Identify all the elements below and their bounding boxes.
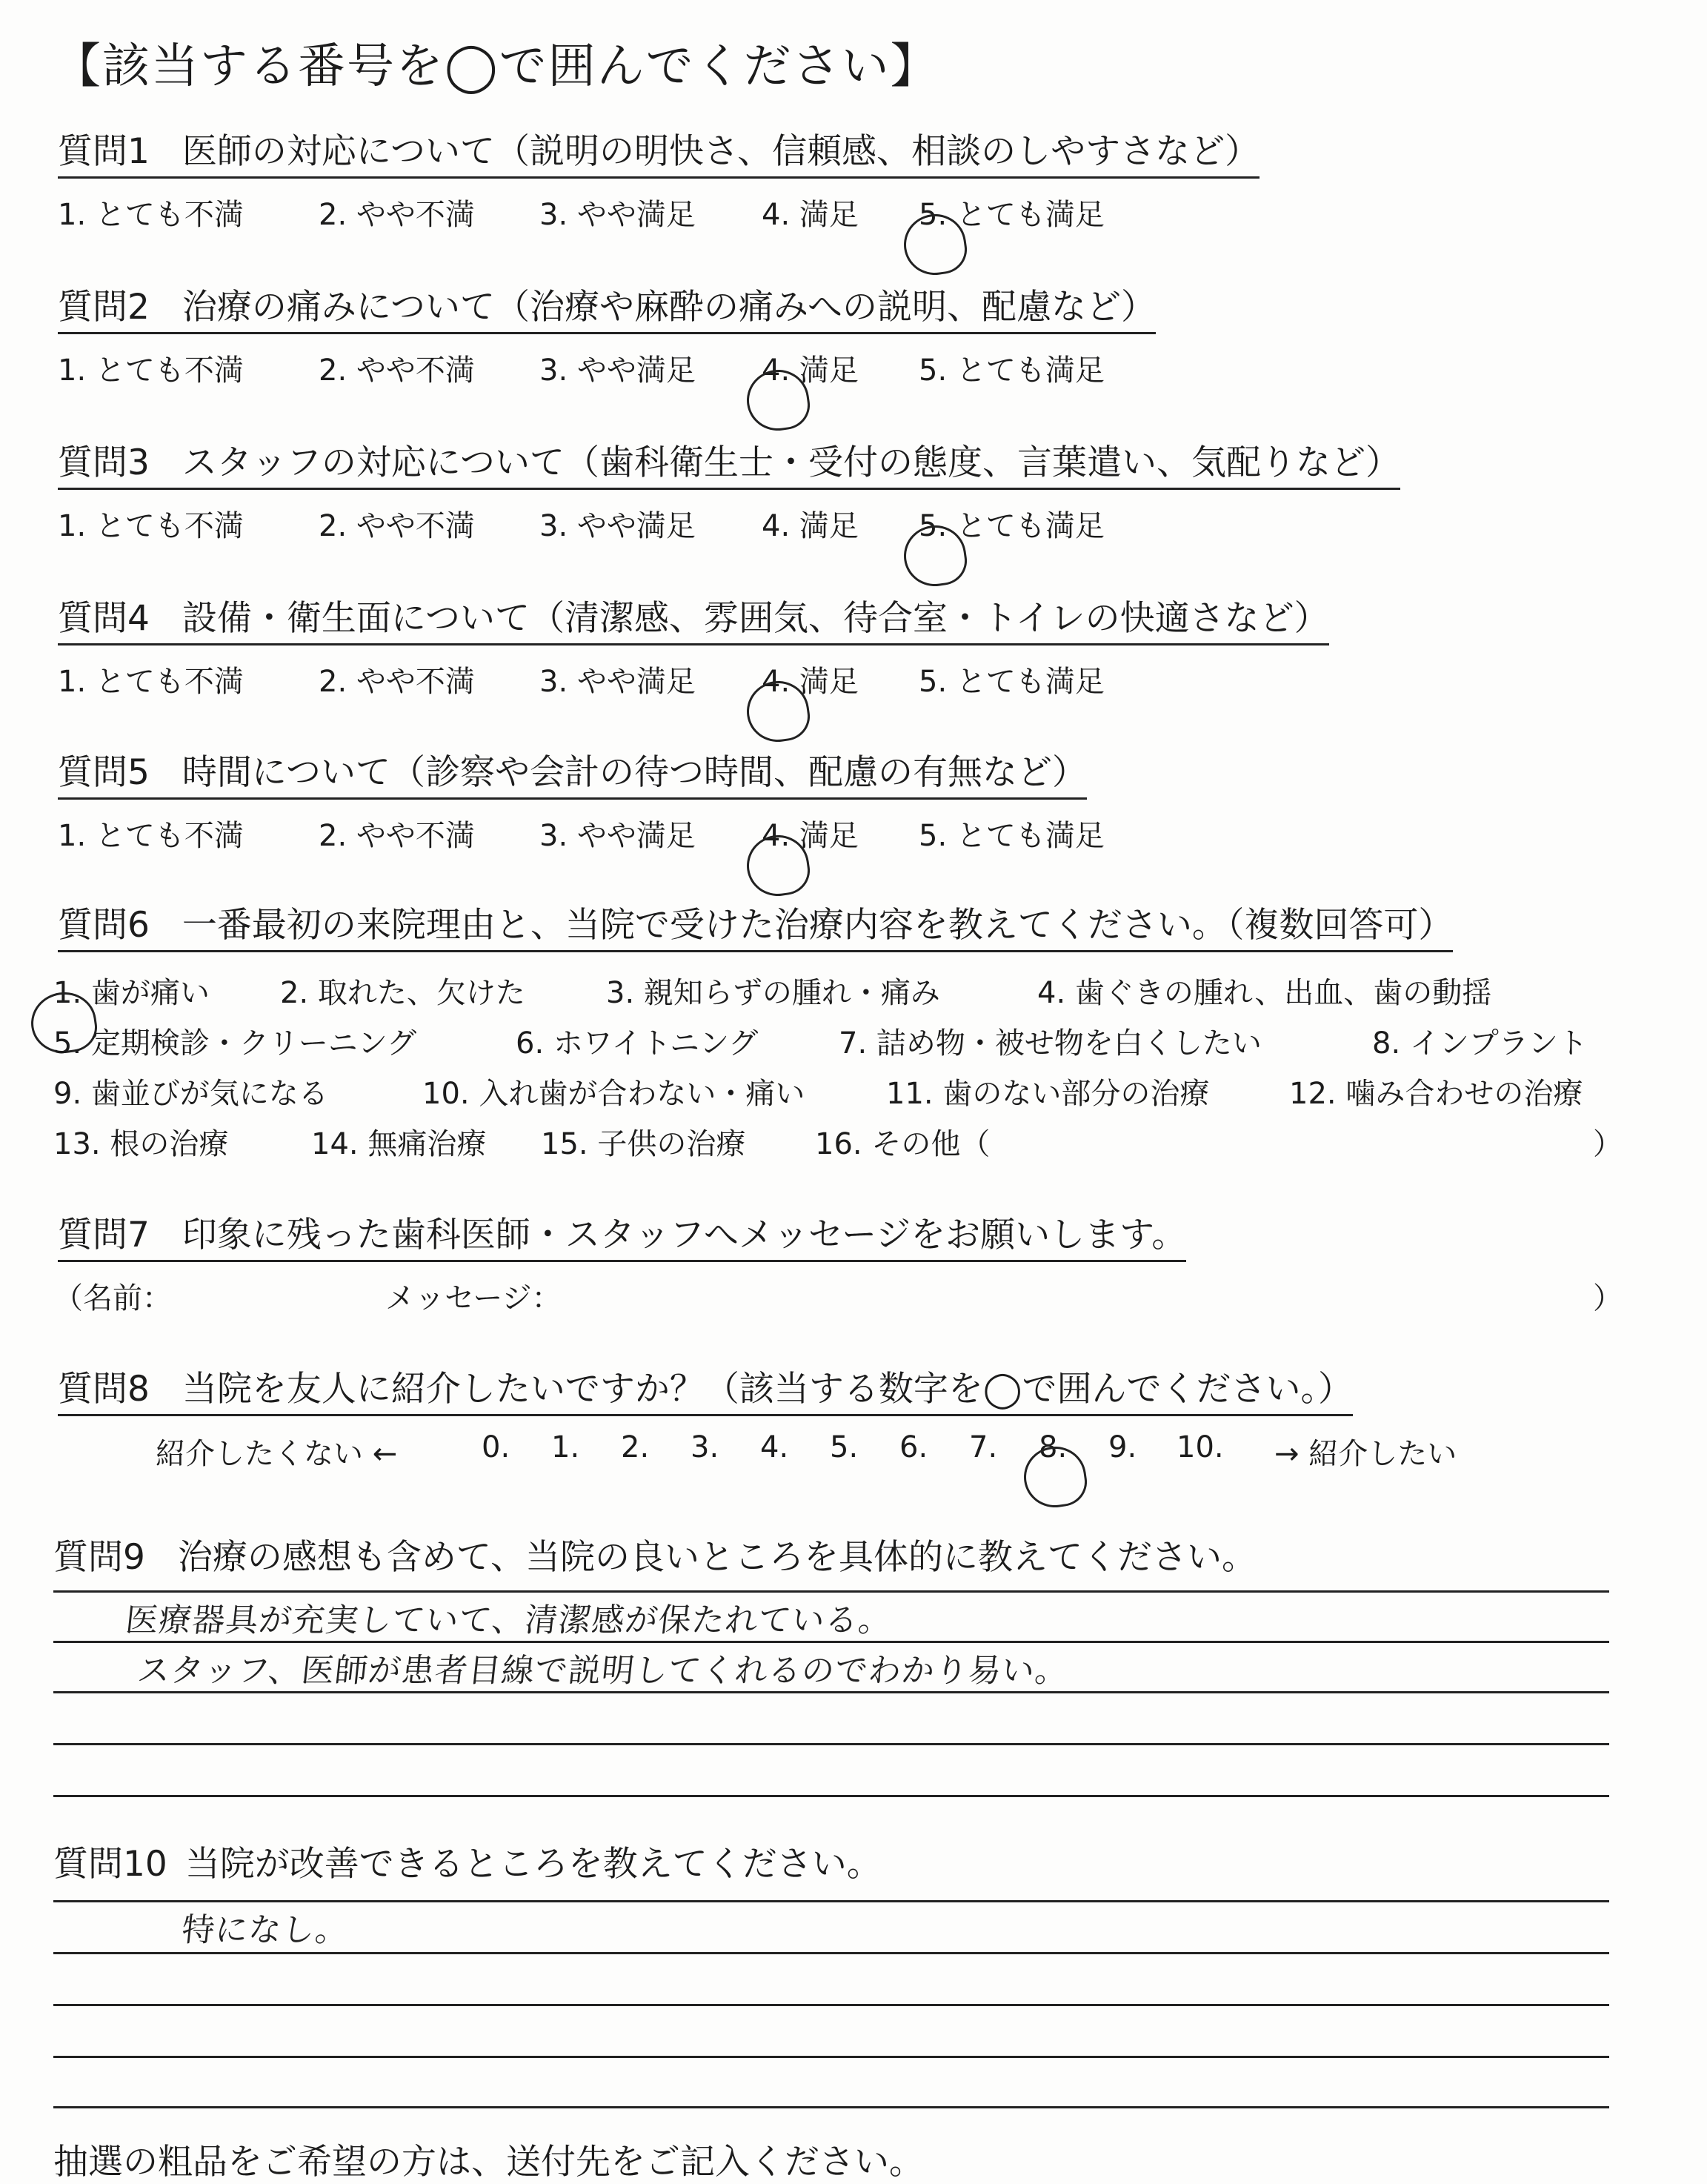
question-9-heading	[53, 1530, 1257, 1579]
q3-option-4[interactable]: 4. 満足	[762, 509, 859, 543]
q3-option-3[interactable]: 3. やや満足	[539, 509, 696, 543]
q3-option-1[interactable]: 1. とても不満	[58, 509, 244, 543]
q8-option-5[interactable]: 5.	[830, 1430, 859, 1464]
question-1-heading	[58, 132, 1260, 179]
question-3-label: 質問3	[58, 442, 150, 483]
q6-option-8[interactable]: 8. インプラント	[1372, 1026, 1588, 1061]
q2-option-2[interactable]: 2. やや不満	[319, 354, 475, 388]
q8-option-7[interactable]: 7.	[969, 1430, 998, 1464]
q10-answer-line	[53, 1900, 1609, 1902]
q8-option-0[interactable]: 0.	[482, 1430, 510, 1464]
q8-right-label: → 紹介したい	[1274, 1437, 1457, 1471]
q8-option-6[interactable]: 6.	[899, 1430, 928, 1464]
q10-answer-line	[53, 1952, 1609, 1954]
q8-option-8[interactable]: 8.	[1039, 1430, 1067, 1464]
q8-option-3[interactable]: 3.	[691, 1430, 719, 1464]
q5-option-2[interactable]: 2. やや不満	[319, 819, 475, 853]
question-6-heading	[58, 906, 1453, 952]
q1-option-1[interactable]: 1. とても不満	[58, 198, 244, 232]
question-9-text: 治療の感想も含めて、当院の良いところを具体的に教えてください。	[177, 1537, 1257, 1578]
question-10-label: 質問10	[53, 1844, 167, 1885]
question-9-label: 質問9	[53, 1537, 145, 1578]
q6-option-13[interactable]: 13. 根の治療	[53, 1127, 229, 1161]
question-5-heading	[58, 753, 1087, 800]
q6-other-close-paren: ）	[1593, 1127, 1623, 1161]
q8-option-2[interactable]: 2.	[621, 1430, 650, 1464]
page-title: 【該当する番号を◯で囲んでください】	[53, 39, 939, 94]
q6-option-5[interactable]: 5. 定期検診・クリーニング	[53, 1026, 417, 1061]
q9-answer-line	[53, 1590, 1609, 1593]
question-2-heading	[58, 288, 1156, 334]
q8-option-4[interactable]: 4.	[760, 1430, 789, 1464]
q4-option-3[interactable]: 3. やや満足	[539, 665, 696, 699]
question-3-heading	[58, 443, 1400, 490]
q2-option-1[interactable]: 1. とても不満	[58, 354, 244, 388]
question-7-heading	[58, 1215, 1186, 1262]
q4-option-2[interactable]: 2. やや不満	[319, 665, 475, 699]
q6-option-4[interactable]: 4. 歯ぐきの腫れ、出血、歯の動揺	[1037, 976, 1492, 1010]
q4-option-4[interactable]: 4. 満足	[762, 658, 859, 700]
q7-name-label: （名前：	[53, 1281, 172, 1315]
q1-option-4[interactable]: 4. 満足	[762, 198, 859, 232]
question-10-text: 当院が改善できるところを教えてください。	[184, 1844, 882, 1885]
q7-close-paren: ）	[1593, 1281, 1623, 1315]
q10-answer-line	[53, 2106, 1609, 2108]
q1-option-3[interactable]: 3. やや満足	[539, 198, 696, 232]
q1-option-5[interactable]: 5. とても満足	[919, 191, 1105, 233]
question-1-label: 質問1	[58, 131, 150, 172]
question-8-text: 当院を友人に紹介したいですか？（該当する数字を◯で囲んでください。）	[182, 1369, 1354, 1410]
q4-option-1[interactable]: 1. とても不満	[58, 665, 244, 699]
question-1-text: 医師の対応について（説明の明快さ、信頼感、相談のしやすさなど）	[182, 131, 1260, 172]
q6-option-12[interactable]: 12. 噛み合わせの治療	[1289, 1077, 1583, 1111]
q2-option-3[interactable]: 3. やや満足	[539, 354, 696, 388]
q6-option-2[interactable]: 2. 取れた、欠けた	[280, 976, 525, 1010]
question-5-text: 時間について（診察や会計の待つ時間、配慮の有無など）	[182, 752, 1087, 793]
q8-left-label: 紹介したくない ←	[156, 1437, 398, 1471]
question-8-heading	[58, 1370, 1353, 1416]
q2-option-5[interactable]: 5. とても満足	[919, 354, 1105, 388]
question-8-label: 質問8	[58, 1369, 150, 1410]
question-4-heading	[58, 599, 1329, 645]
q6-option-1[interactable]: 1. 歯が痛い	[53, 969, 210, 1012]
q2-option-4[interactable]: 4. 満足	[762, 347, 859, 389]
q7-message-label: メッセージ：	[385, 1281, 562, 1315]
question-2-label: 質問2	[58, 287, 150, 328]
q5-option-4[interactable]: 4. 満足	[762, 812, 859, 854]
q10-answer-line	[53, 2056, 1609, 2058]
q10-answer-line	[53, 2004, 1609, 2006]
q6-option-9[interactable]: 9. 歯並びが気になる	[53, 1077, 328, 1111]
question-7-text: 印象に残った歯科医師・スタッフへメッセージをお願いします。	[182, 1215, 1187, 1255]
question-4-label: 質問4	[58, 598, 150, 639]
q6-option-16[interactable]: 16. その他（	[815, 1127, 991, 1161]
q4-option-5[interactable]: 5. とても満足	[919, 665, 1105, 699]
question-2-text: 治療の痛みについて（治療や麻酔の痛みへの説明、配慮など）	[182, 287, 1157, 328]
question-7-label: 質問7	[58, 1215, 150, 1255]
q6-option-3[interactable]: 3. 親知らずの腫れ・痛み	[606, 976, 940, 1010]
question-5-label: 質問5	[58, 752, 150, 793]
q1-option-2[interactable]: 2. やや不満	[319, 198, 475, 232]
q10-handwritten-answer[interactable]: 特になし。	[179, 1911, 351, 1949]
question-10-heading	[53, 1836, 882, 1886]
q3-option-2[interactable]: 2. やや不満	[319, 509, 475, 543]
q9-handwritten-answer-1[interactable]: 医療器具が充実していて、清潔感が保たれている。	[123, 1602, 894, 1639]
q3-option-5[interactable]: 5. とても満足	[919, 502, 1105, 545]
q9-handwritten-answer-2[interactable]: スタッフ、医師が患者目線で説明してくれるのでわかり易い。	[135, 1652, 1071, 1690]
q9-answer-line	[53, 1641, 1609, 1643]
footer-partial-text: 抽選の粗品をご希望の方は、送付先をご記入ください。	[53, 2142, 924, 2183]
q5-option-1[interactable]: 1. とても不満	[58, 819, 244, 853]
q6-option-10[interactable]: 10. 入れ歯が合わない・痛い	[422, 1077, 805, 1111]
q5-option-3[interactable]: 3. やや満足	[539, 819, 696, 853]
question-4-text: 設備・衛生面について（清潔感、雰囲気、待合室・トイレの快適さなど）	[182, 598, 1329, 639]
q6-option-6[interactable]: 6. ホワイトニング	[516, 1026, 759, 1061]
q6-option-15[interactable]: 15. 子供の治療	[541, 1127, 746, 1161]
q8-option-10[interactable]: 10.	[1177, 1430, 1224, 1464]
question-6-text: 一番最初の来院理由と、当院で受けた治療内容を教えてください。（複数回答可）	[182, 905, 1454, 946]
q6-option-7[interactable]: 7. 詰め物・被せ物を白くしたい	[839, 1026, 1262, 1061]
q8-option-9[interactable]: 9.	[1108, 1430, 1137, 1464]
question-6-label: 質問6	[58, 905, 150, 946]
q9-answer-line	[53, 1795, 1609, 1797]
q6-option-11[interactable]: 11. 歯のない部分の治療	[886, 1077, 1210, 1111]
q6-option-14[interactable]: 14. 無痛治療	[311, 1127, 487, 1161]
q8-option-1[interactable]: 1.	[551, 1430, 580, 1464]
question-3-text: スタッフの対応について（歯科衛生士・受付の態度、言葉遣い、気配りなど）	[182, 442, 1400, 483]
q5-option-5[interactable]: 5. とても満足	[919, 819, 1105, 853]
q9-answer-line	[53, 1691, 1609, 1693]
q9-answer-line	[53, 1743, 1609, 1745]
